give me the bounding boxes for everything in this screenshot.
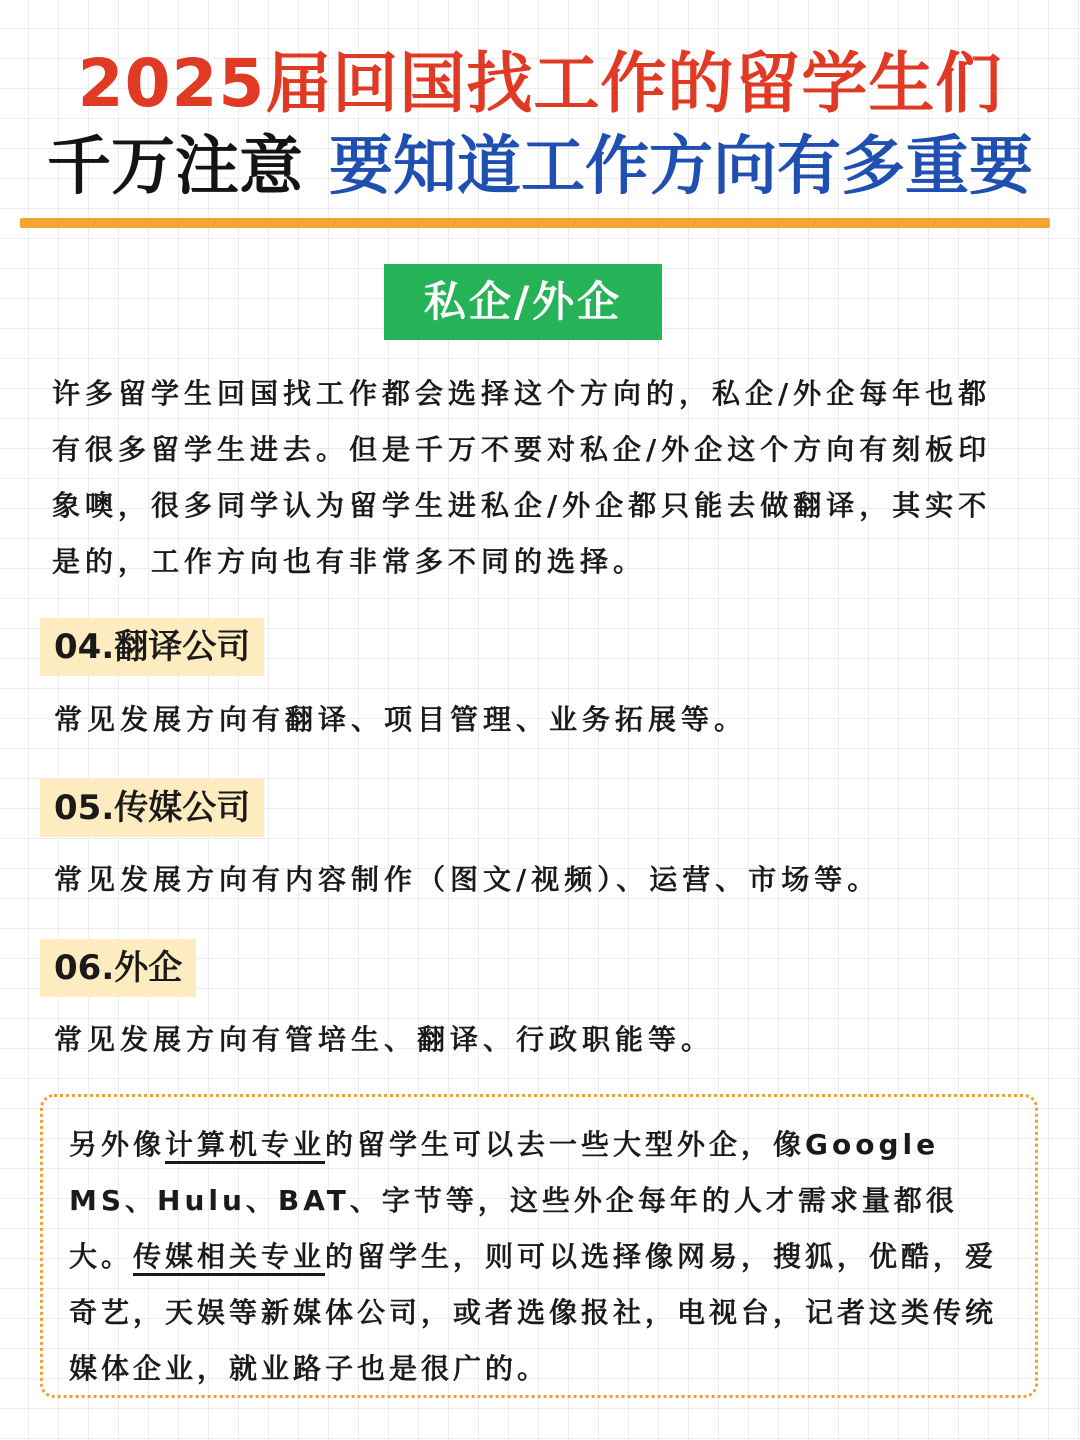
section-heading-04: 04.翻译公司 xyxy=(40,618,264,676)
note-part-3: 的留学生，则可以选择像网易，搜狐，优酷，爱奇艺，天娱等新媒体公司，或者选像报社，电视台，记者这类传统媒体企业，就业路子也是很广的。 xyxy=(69,1240,998,1385)
section-heading-06: 06.外企 xyxy=(40,939,196,997)
title-line-2-black: 千万注意 xyxy=(47,130,303,204)
note-highlight-computer-major: 计算机专业 xyxy=(165,1128,326,1161)
note-text xyxy=(69,1117,1013,1397)
title-line-2-blue: 要知道工作方向有多重要 xyxy=(329,130,1033,204)
note-highlight-media-major: 传媒相关专业 xyxy=(133,1240,326,1273)
title-line-1: 2025届回国找工作的留学生们 xyxy=(77,45,1003,122)
note-part-1: 另外像 xyxy=(69,1128,166,1161)
intro-paragraph: 许多留学生回国找工作都会选择这个方向的，私企/外企每年也都有很多留学生进去。但是千万不要对私企/外企这个方向有刻板印象噢，很多同学认为留学生进私企/外企都只能去做翻译，其实不是的，工作方向也有非常多不同的选择。 xyxy=(52,377,992,578)
note-part-2: 的留学生可以去一些大型外企，像Google MS、Hulu、BAT、字节等，这些外企每年的人才需求量都很大。 xyxy=(69,1128,958,1273)
section-body-06: 常见发展方向有管培生、翻译、行政职能等。 xyxy=(54,1023,715,1056)
note-box xyxy=(40,1094,1038,1398)
section-heading-05: 05.传媒公司 xyxy=(40,779,264,837)
section-body-04: 常见发展方向有翻译、项目管理、业务拓展等。 xyxy=(54,703,748,736)
section-body-05: 常见发展方向有内容制作（图文/视频）、运营、市场等。 xyxy=(54,863,881,896)
title-line-2 xyxy=(0,128,1080,206)
category-badge: 私企/外企 xyxy=(384,264,662,340)
header-divider xyxy=(20,218,1050,228)
